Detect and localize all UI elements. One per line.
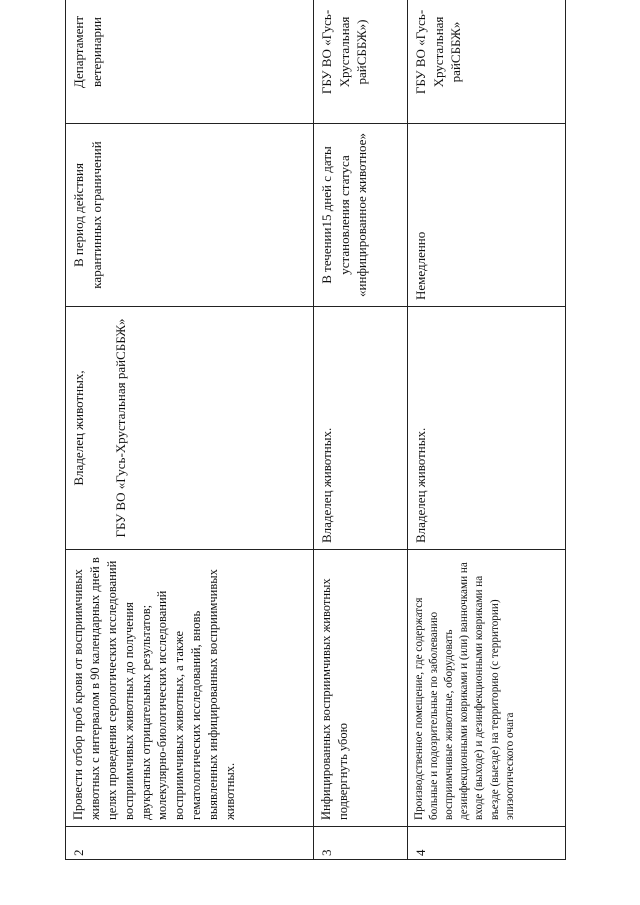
table-row [314, 0, 408, 860]
row-number: 3 [314, 827, 408, 860]
line-gap [88, 313, 112, 543]
action-cell: Инфицированных восприимчивых животных подвергнуть убою [314, 550, 408, 827]
responsible-line-1: Владелец животных, [71, 370, 86, 486]
row-number: 4 [408, 827, 566, 860]
responsible-cell: Владелец животных. [408, 307, 566, 550]
measures-table [65, 0, 566, 860]
table-row [66, 0, 314, 860]
row-number: 2 [66, 827, 314, 860]
responsible-cell: Владелец животных. [314, 307, 408, 550]
executor-cell: ГБУ ВО «Гусь-Хрустальная райСББЖ») [314, 0, 408, 124]
executor-cell: ГБУ ВО «Гусь-Хрустальная райСББЖ» [408, 0, 566, 124]
responsible-line-2: ГБУ ВО «Гусь-Хрустальная райСББЖ» [112, 318, 128, 538]
action-cell: Провести отбор проб крови от восприимчивых животных с интервалом в 90 календарных дней в целях проведения серологических исследований восприимчивых животных до получения двукратных отрицательных результатов; молекулярно-биологических исследований восприимчивых животных, а также гематологических исследований, вновь выявленных инфицированных восприимчивых животных. [66, 550, 314, 827]
table-row [408, 0, 566, 860]
term-cell: В период действия карантинных ограничений [66, 124, 314, 307]
term-cell: В течении15 дней с даты установления статуса «инфицированное животное» [314, 124, 408, 307]
rotated-table-wrapper [65, 9, 565, 860]
responsible-cell [66, 307, 314, 550]
term-cell: Немедленно [408, 124, 566, 307]
executor-cell: Департамент ветеринарии [66, 0, 314, 124]
action-cell: Производственное помещение, где содержатся больные и подозрительные по заболеванию восприимчивые животные, оборудовать дезинфекционными ковриками и (или) ванночками на входе (выходе) и дезинфекционными ковриками на въезде (выезде) на территорию (с территории) эпизоотического очага [408, 550, 566, 827]
